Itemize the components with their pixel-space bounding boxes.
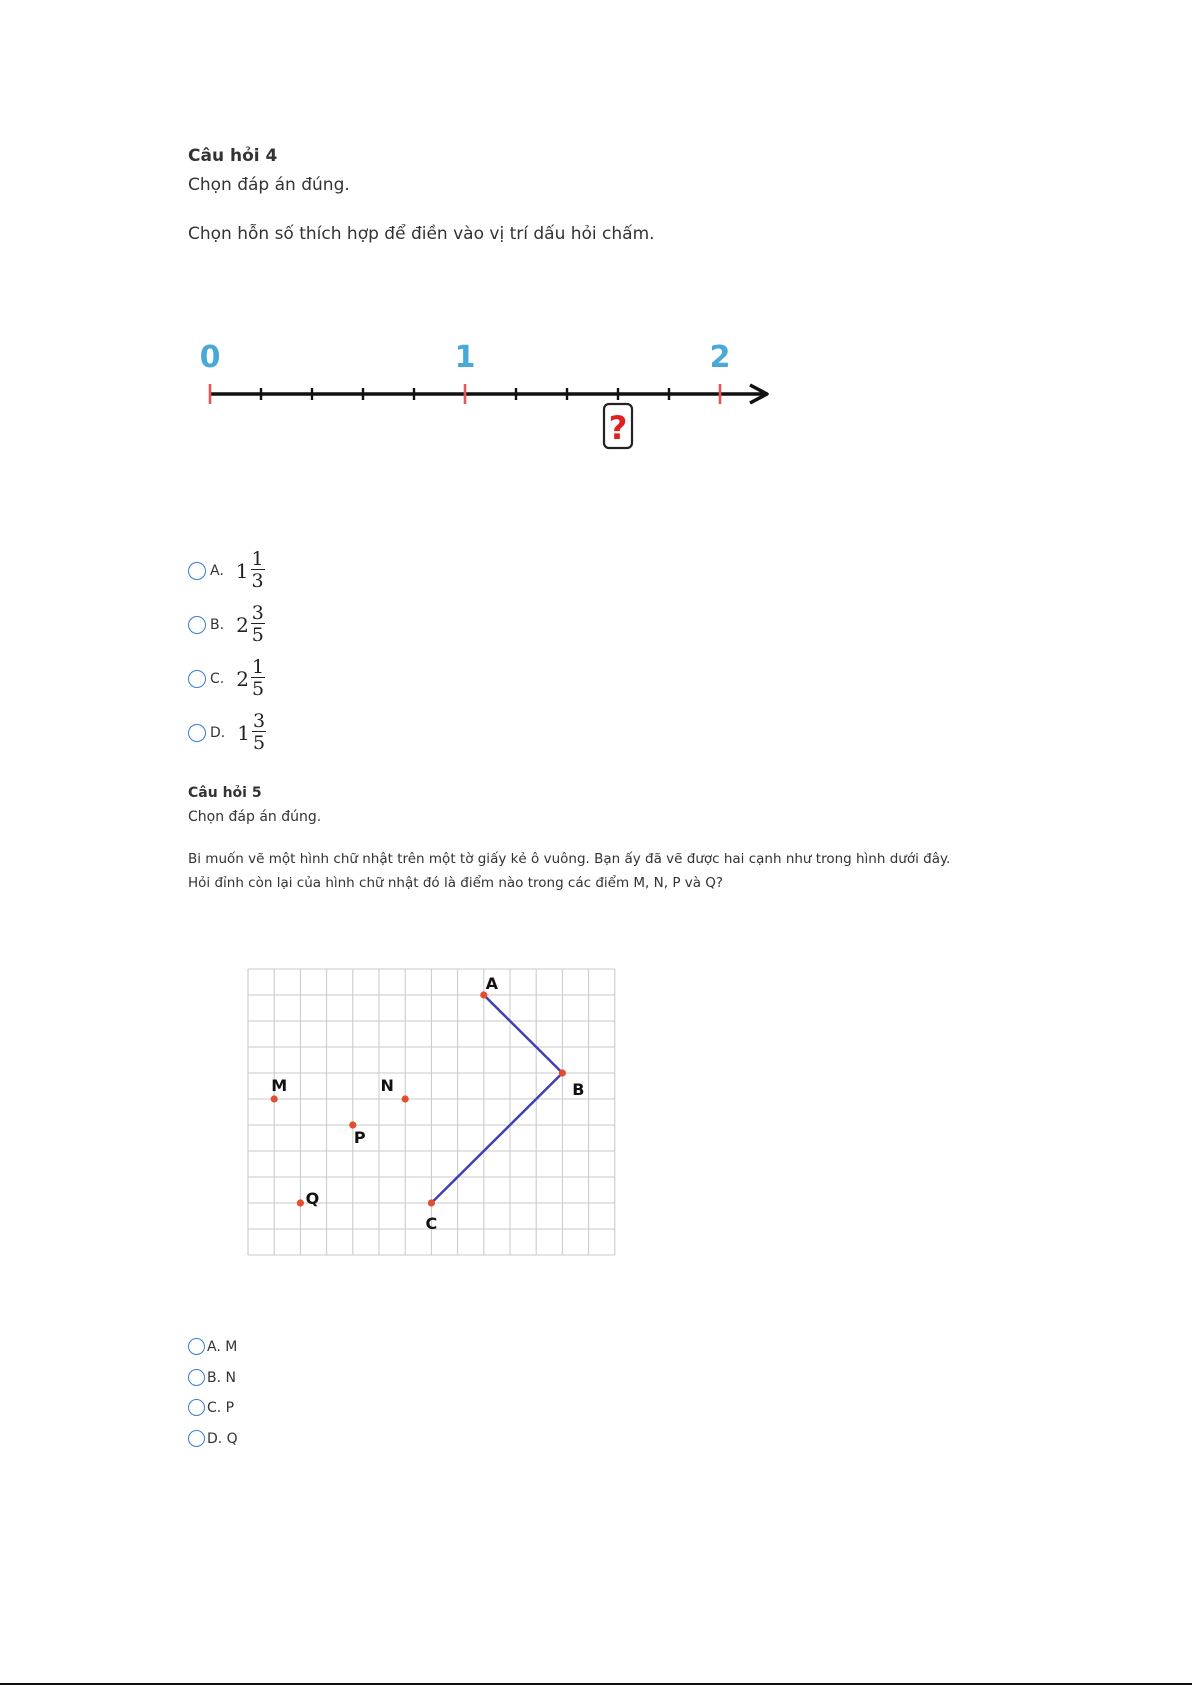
point-q [297, 1199, 304, 1206]
radio-button[interactable] [188, 670, 206, 688]
question-4-instruction: Chọn đáp án đúng. [188, 175, 350, 195]
question-5-instruction: Chọn đáp án đúng. [188, 809, 322, 825]
number-line-label-2: 2 [709, 340, 731, 375]
question-5-text-line-2: Hỏi đỉnh còn lại của hình chữ nhật đó là điểm nào trong các điểm M, N, P và Q? [188, 875, 724, 891]
q4-option-c[interactable]: C. 2 $\frac{1}{5}$ [188, 658, 265, 699]
number-line-label-1: 1 [454, 340, 476, 375]
radio-button[interactable] [188, 1369, 205, 1386]
point-label-a: A [485, 974, 498, 993]
point-label-b: B [572, 1080, 585, 1099]
q5-option-c[interactable]: C. P [188, 1399, 234, 1416]
radio-button[interactable] [188, 1338, 205, 1355]
radio-button[interactable] [188, 724, 206, 742]
point-n [402, 1095, 409, 1102]
number-line-label-0: 0 [199, 340, 221, 375]
grid-lines [248, 969, 615, 1255]
grid-figure [246, 966, 618, 1260]
radio-button[interactable] [188, 616, 206, 634]
point-label-m: M [271, 1076, 288, 1095]
point-label-c: C [425, 1214, 438, 1233]
q5-option-d[interactable]: D. Q [188, 1430, 238, 1447]
point-label-q: Q [305, 1189, 320, 1208]
q5-option-b[interactable]: B. N [188, 1369, 236, 1386]
segment-ab [484, 995, 563, 1073]
point-m [271, 1095, 278, 1102]
q4-option-a[interactable]: A. 1 $\frac{1}{3}$ [188, 550, 265, 591]
point-b [559, 1069, 566, 1076]
segment-bc [431, 1073, 562, 1203]
question-4-title: Câu hỏi 4 [188, 146, 278, 166]
mixed-number: 2 $\frac{1}{5}$ [236, 656, 265, 700]
point-label-n: N [380, 1076, 394, 1095]
radio-button[interactable] [188, 562, 206, 580]
point-c [428, 1199, 435, 1206]
q4-option-d[interactable]: D. 1 $\frac{3}{5}$ [188, 712, 266, 753]
q5-option-a[interactable]: A. M [188, 1338, 237, 1355]
q4-option-b[interactable]: B. 2 $\frac{3}{5}$ [188, 604, 265, 645]
mixed-number: 1 $\frac{1}{3}$ [235, 548, 264, 592]
question-5-title: Câu hỏi 5 [188, 785, 262, 801]
radio-button[interactable] [188, 1399, 205, 1416]
number-line [190, 340, 780, 460]
radio-button[interactable] [188, 1430, 205, 1447]
point-label-p: P [353, 1128, 366, 1147]
mixed-number: 1 $\frac{3}{5}$ [237, 710, 266, 754]
question-mark: ? [608, 409, 628, 447]
question-5-text-line-1: Bi muốn vẽ một hình chữ nhật trên một tờ giấy kẻ ô vuông. Bạn ấy đã vẽ được hai cạnh như trong hình dưới đây. [188, 851, 951, 867]
mixed-number: 2 $\frac{3}{5}$ [236, 602, 264, 646]
question-4-text: Chọn hỗn số thích hợp để điền vào vị trí dấu hỏi chấm. [188, 224, 655, 244]
grid-points [271, 974, 585, 1233]
